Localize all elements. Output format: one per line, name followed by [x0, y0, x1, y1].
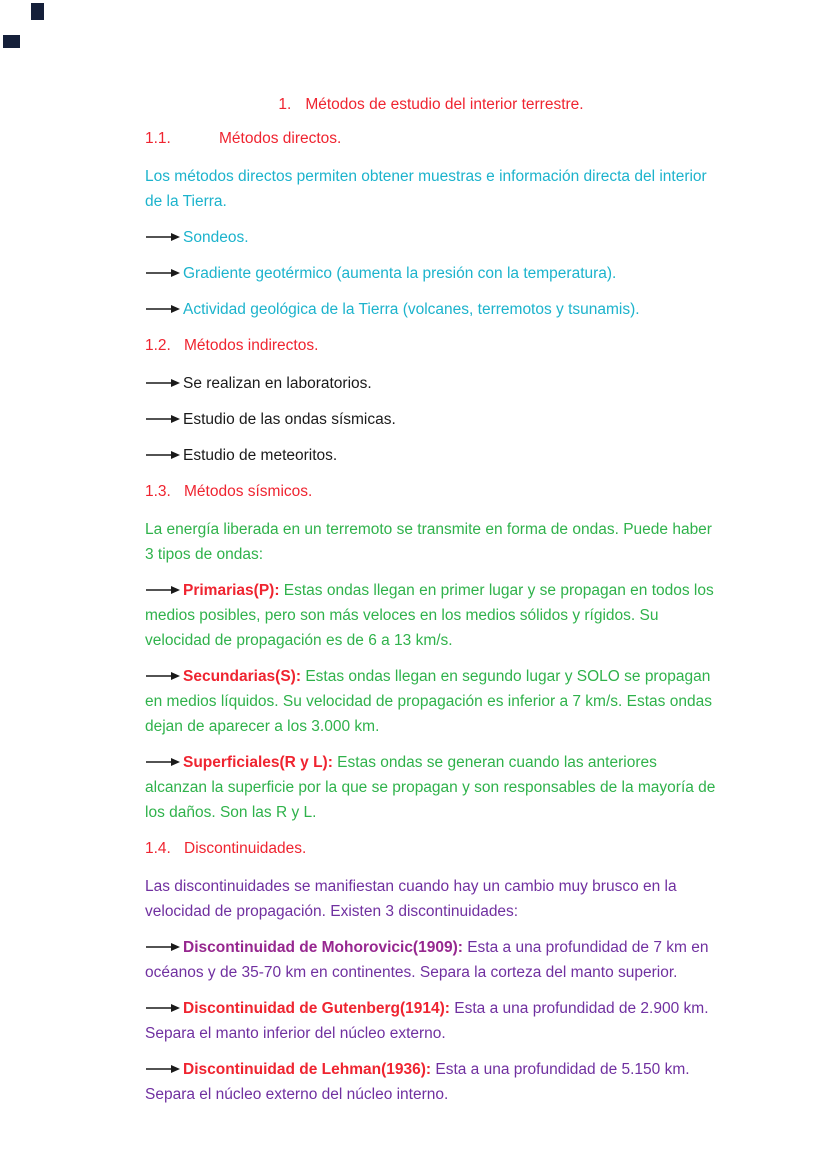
bullet-text: Estas ondas llegan en segundo lugar y SOLO se propagan en medios líquidos. Su velocidad de propagación es inferior a 7 km/s. Estas ondas dejan de aparecer a los 3.000 km. — [145, 668, 712, 735]
bullet-mohorovicic — [145, 935, 717, 985]
scan-corner-mark — [3, 35, 20, 48]
heading-number: 1.2. — [145, 337, 171, 354]
bullet-laboratorios — [145, 371, 717, 396]
heading-discontinuidades — [145, 836, 717, 861]
heading-number: 1.3. — [145, 483, 171, 500]
title-number: 1. — [278, 96, 292, 113]
bullet-lead: Discontinuidad de Gutenberg(1914): — [183, 1000, 450, 1017]
bullet-text: Esta a una profundidad de 5.150 km. Separa el núcleo externo del núcleo interno. — [145, 1061, 690, 1103]
bullet-ondas-sismicas — [145, 407, 717, 432]
bullet-primarias — [145, 578, 717, 653]
bullet-lead: Discontinuidad de Mohorovicic(1909): — [183, 939, 463, 956]
bullet-text: Se realizan en laboratorios. — [183, 375, 372, 392]
paragraph-metodos-directos: Los métodos directos permiten obtener muestras e información directa del interior de la Tierra. — [145, 168, 707, 210]
heading-metodos-directos — [145, 126, 717, 151]
arrow-bullet-icon — [145, 449, 181, 461]
paragraph-discontinuidades: Las discontinuidades se manifiestan cuando hay un cambio muy brusco en la velocidad de propagación. Existen 3 discontinuidades: — [145, 878, 677, 920]
bullet-secundarias — [145, 664, 717, 739]
bullet-actividad — [145, 297, 717, 322]
arrow-bullet-icon — [145, 231, 181, 243]
bullet-sondeos — [145, 225, 717, 250]
arrow-bullet-icon — [145, 267, 181, 279]
heading-text: Métodos sísmicos. — [184, 483, 313, 500]
arrow-bullet-icon — [145, 413, 181, 425]
bullet-lead: Secundarias(S): — [183, 668, 302, 685]
heading-metodos-indirectos — [145, 333, 717, 358]
bullet-text: Esta a una profundidad de 7 km en océanos y de 35-70 km en continentes. Separa la corteza del manto superior. — [145, 939, 709, 981]
bullet-text: Esta a una profundidad de 2.900 km. Separa el manto inferior del núcleo externo. — [145, 1000, 709, 1042]
document-title — [145, 92, 717, 117]
arrow-bullet-icon — [145, 756, 181, 768]
bullet-lead: Primarias(P): — [183, 582, 280, 599]
bullet-lead: Discontinuidad de Lehman(1936): — [183, 1061, 432, 1078]
bullet-text: Gradiente geotérmico (aumenta la presión con la temperatura). — [183, 265, 617, 282]
bullet-gutenberg — [145, 996, 717, 1046]
arrow-bullet-icon — [145, 1063, 181, 1075]
heading-metodos-sismicos — [145, 479, 717, 504]
arrow-bullet-icon — [145, 670, 181, 682]
bullet-text: Estas ondas se generan cuando las anteriores alcanzan la superficie por la que se propagan y son responsables de la mayoría de los daños. Son las R y L. — [145, 754, 716, 821]
bullet-meteoritos — [145, 443, 717, 468]
bullet-superficiales — [145, 750, 717, 825]
heading-text: Discontinuidades. — [184, 840, 307, 857]
paragraph-ondas: La energía liberada en un terremoto se transmite en forma de ondas. Puede haber 3 tipos de ondas: — [145, 521, 712, 563]
bullet-lead: Superficiales(R y L): — [183, 754, 333, 771]
arrow-bullet-icon — [145, 584, 181, 596]
bullet-text: Estas ondas llegan en primer lugar y se propagan en todos los medios posibles, pero son más veloces en los medios sólidos y rígidos. Su velocidad de propagación es de 6 a 13 km/s. — [145, 582, 714, 649]
arrow-bullet-icon — [145, 1002, 181, 1014]
bullet-lehman — [145, 1057, 717, 1107]
bullet-text: Estudio de las ondas sísmicas. — [183, 411, 396, 428]
bullet-gradiente — [145, 261, 717, 286]
title-text: Métodos de estudio del interior terrestre. — [305, 96, 584, 113]
document-page — [145, 92, 717, 1118]
arrow-bullet-icon — [145, 303, 181, 315]
arrow-bullet-icon — [145, 941, 181, 953]
heading-text: Métodos indirectos. — [184, 337, 319, 354]
arrow-bullet-icon — [145, 377, 181, 389]
bullet-text: Sondeos. — [183, 229, 249, 246]
bullet-text: Actividad geológica de la Tierra (volcanes, terremotos y tsunamis). — [183, 301, 640, 318]
bullet-text: Estudio de meteoritos. — [183, 447, 338, 464]
heading-number: 1.4. — [145, 840, 171, 857]
heading-text: Métodos directos. — [219, 130, 342, 147]
scan-corner-mark — [31, 3, 44, 20]
heading-number: 1.1. — [145, 130, 171, 147]
